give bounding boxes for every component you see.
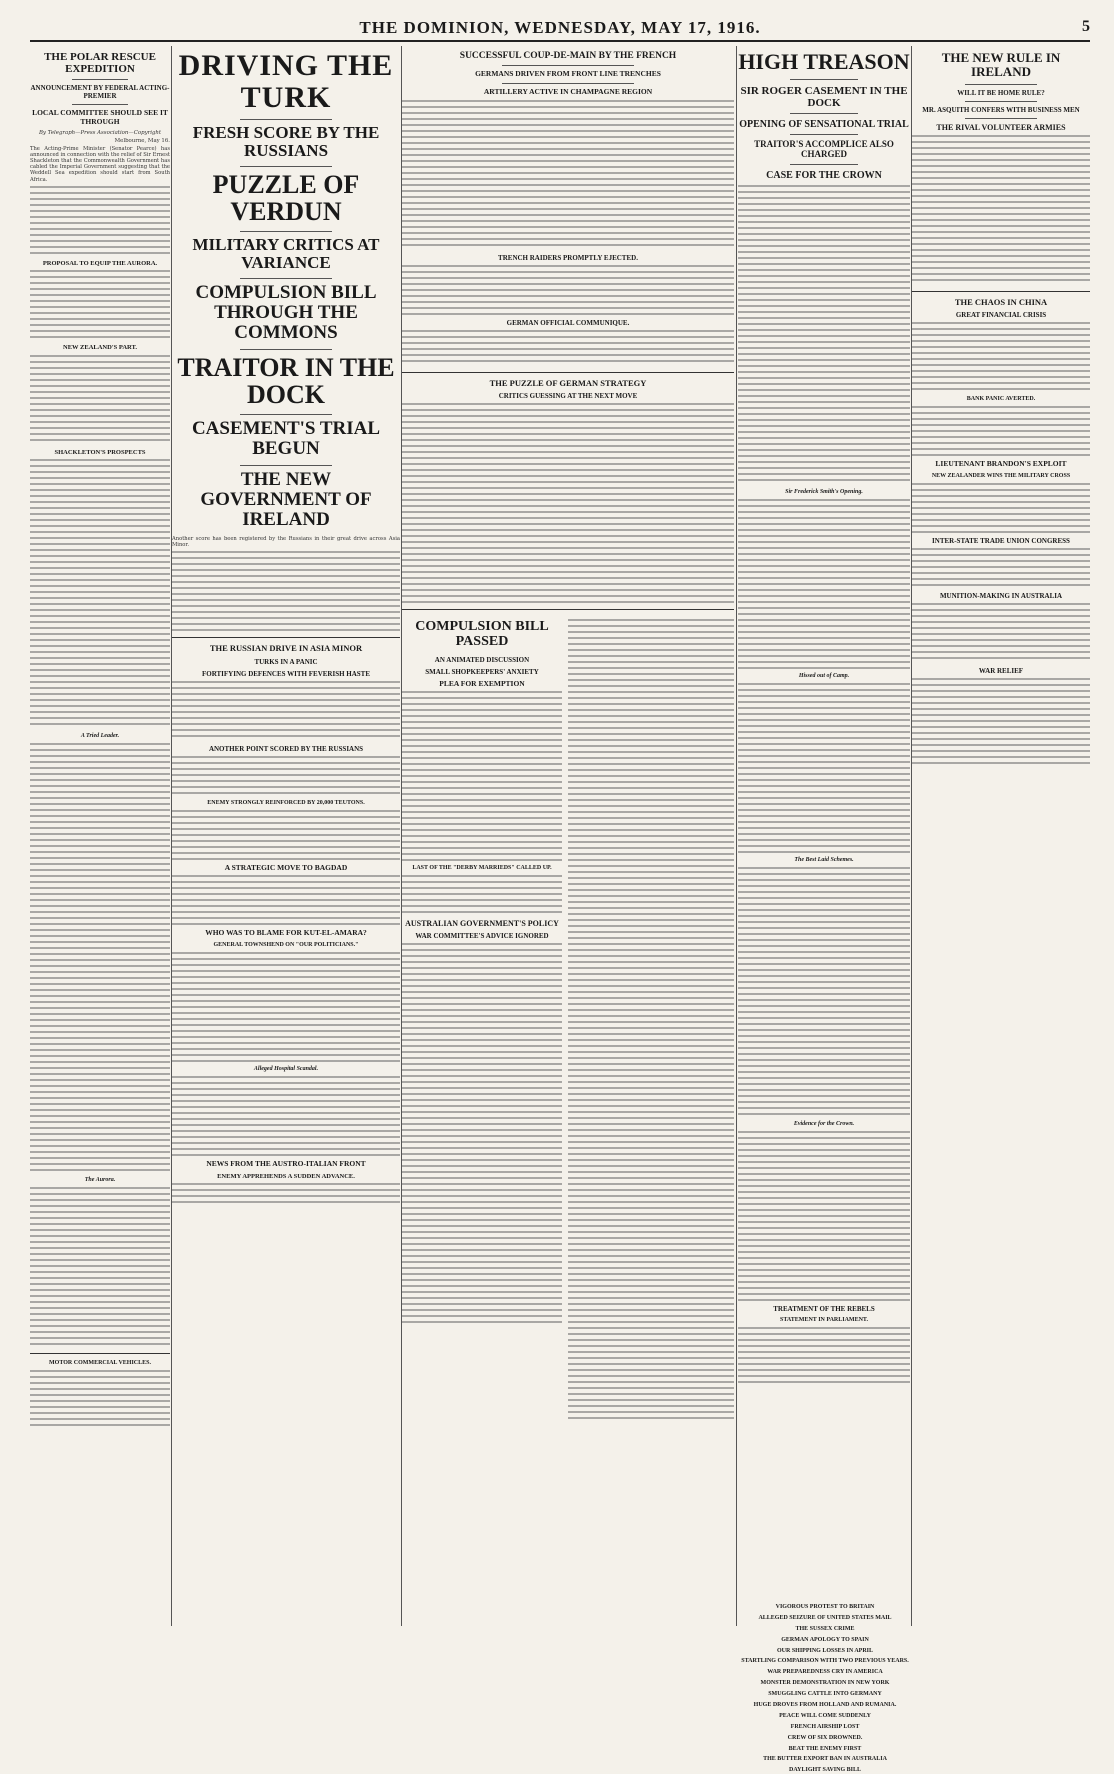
- section-heading: THE SUSSEX CRIME: [795, 1625, 855, 1632]
- newspaper-title: THE DOMINION, WEDNESDAY, MAY 17, 1916.: [359, 18, 761, 37]
- section-heading: THE CHAOS IN CHINA: [954, 296, 1048, 307]
- article-text-block: [738, 867, 910, 1117]
- page-number: 5: [1082, 18, 1090, 35]
- headline: THE POLAR RESCUE EXPEDITION: [44, 51, 156, 76]
- headline: PUZZLE OF VERDUN: [212, 169, 360, 226]
- article-text-block: [738, 499, 910, 669]
- section-heading: The Best Laid Schemes.: [794, 856, 854, 863]
- article-text-block: [738, 185, 910, 485]
- headline: THE NEW GOVERNMENT OF IRELAND: [200, 469, 372, 531]
- article-text-block: [738, 1131, 910, 1301]
- section-heading: NEW ZEALAND'S PART.: [63, 344, 137, 352]
- section-heading: INTER-STATE TRADE UNION CONGRESS: [932, 536, 1070, 545]
- article-text-block: [172, 681, 400, 741]
- section-heading: THE RUSSIAN DRIVE IN ASIA MINOR: [209, 643, 363, 654]
- article-text-block: [172, 1076, 400, 1156]
- headline: TRAITOR IN THE DOCK: [177, 352, 395, 410]
- section-heading: WAR RELIEF: [978, 666, 1024, 675]
- subheadline: WILL IT BE HOME RULE?: [957, 88, 1045, 97]
- subheadline: MR. ASQUITH CONFERS WITH BUSINESS MEN: [922, 105, 1080, 114]
- headline: CASEMENT'S TRIAL BEGUN: [191, 418, 381, 460]
- subheadline: OPENING OF SENSATIONAL TRIAL: [739, 119, 909, 131]
- section-heading: LIEUTENANT BRANDON'S EXPLOIT: [935, 459, 1067, 469]
- section-heading: Alleged Hospital Scandal.: [253, 1065, 319, 1072]
- section-heading: The Aurora.: [84, 1177, 116, 1184]
- headline: SUCCESSFUL COUP-DE-MAIN BY THE FRENCH: [459, 51, 677, 61]
- section-heading: LAST OF THE "DERBY MARRIEDS" CALLED UP.: [412, 865, 552, 872]
- section-heading: OUR SHIPPING LOSSES IN APRIL: [776, 1647, 874, 1654]
- section-heading: THE BUTTER EXPORT BAN IN AUSTRALIA: [763, 1756, 887, 1763]
- subheadline: ARTILLERY ACTIVE IN CHAMPAGNE REGION: [483, 87, 653, 97]
- article-text-block: [30, 459, 170, 729]
- article-text-block: [912, 603, 1090, 663]
- subheadline: THE RIVAL VOLUNTEER ARMIES: [936, 122, 1066, 132]
- article-text-block: [30, 186, 170, 256]
- subheadline: FORTIFYING DEFENCES WITH FEVERISH HASTE: [201, 669, 371, 678]
- subheadline: ANNOUNCEMENT BY FEDERAL ACTING-PREMIER: [30, 84, 170, 101]
- column-casement-trial: [738, 46, 910, 1626]
- article-text-block: [402, 265, 734, 315]
- section-heading: Evidence for the Crown.: [793, 1120, 855, 1127]
- article-text-block: [172, 952, 400, 1062]
- section-heading: MUNITION-MAKING IN AUSTRALIA: [939, 591, 1063, 600]
- article-text-block: [912, 548, 1090, 588]
- subheadline: SIR ROGER CASEMENT IN THE DOCK: [740, 85, 908, 110]
- section-heading: Sir Frederick Smith's Opening.: [785, 489, 863, 496]
- section-heading: TREATMENT OF THE REBELS: [773, 1304, 875, 1313]
- headline: COMPULSION BILL PASSED: [415, 619, 549, 649]
- section-heading: ANOTHER POINT SCORED BY THE RUSSIANS: [208, 744, 364, 753]
- article-text-block: [402, 691, 562, 861]
- section-heading: WAR PREPAREDNESS CRY IN AMERICA: [767, 1669, 883, 1676]
- column-rule: [736, 46, 737, 1626]
- subheadline: TURKS IN A PANIC: [254, 657, 318, 666]
- headline: COMPULSION BILL THROUGH THE COMMONS: [195, 281, 377, 343]
- subheadline: CASE FOR THE CROWN: [766, 170, 882, 182]
- subheadline: HUGE DROVES FROM HOLLAND AND RUMANIA.: [753, 1702, 897, 1709]
- section-heading: VIGOROUS PROTEST TO BRITAIN: [775, 1604, 875, 1610]
- subheadline: GERMAN APOLOGY TO SPAIN: [781, 1636, 869, 1643]
- column-western-front: [402, 46, 734, 1626]
- section-heading: WHO WAS TO BLAME FOR KUT-EL-AMARA?: [205, 928, 367, 938]
- section-heading: ENEMY STRONGLY REINFORCED BY 20,000 TEUTONS.: [207, 799, 365, 806]
- article-text-block: [402, 943, 562, 1323]
- headline: THE NEW RULE IN IRELAND: [941, 50, 1061, 80]
- section-heading: Hissed out of Camp.: [798, 672, 850, 679]
- subheadline: GERMANS DRIVEN FROM FRONT LINE TRENCHES: [475, 69, 661, 79]
- article-text-block: [912, 406, 1090, 456]
- article-text-block: [30, 743, 170, 1173]
- article-text-block: [738, 683, 910, 853]
- article-text-block: [172, 1183, 400, 1203]
- advert-heading: MOTOR COMMERCIAL VEHICLES.: [49, 1359, 151, 1366]
- dateline: Melbourne, May 16.: [114, 137, 170, 144]
- subheadline: CREW OF SIX DROWNED.: [787, 1734, 863, 1741]
- subheadline: WAR COMMITTEE'S ADVICE IGNORED: [415, 932, 549, 941]
- article-text-block: [402, 330, 734, 366]
- headline: MILITARY CRITICS AT VARIANCE: [192, 235, 380, 273]
- article-text-block: [30, 270, 170, 340]
- subheadline: GENERAL TOWNSHEND ON "OUR POLITICIANS.": [213, 942, 359, 949]
- masthead: [30, 18, 1090, 42]
- byline: By Telegraph—Press Association—Copyright: [38, 129, 162, 136]
- section-heading: DAYLIGHT SAVING BILL: [789, 1767, 861, 1774]
- article-text-block: [172, 551, 400, 631]
- col5-secondary-stories: [740, 1600, 910, 1774]
- subheadline: ENEMY APPREHENDS A SUDDEN ADVANCE.: [217, 1172, 355, 1180]
- article-text: The Acting-Prime Minister (Senator Pearce) has announced in connection with the relief of Sir Ernest Shackleton that the Commonwealth Government has cabled the Imperial Government suggesting that the Weddell Sea expedition should start from South Africa.: [30, 145, 170, 183]
- section-heading: SMUGGLING CATTLE INTO GERMANY: [768, 1691, 882, 1698]
- section-heading: A Tried Leader.: [80, 733, 120, 740]
- column-ireland-and-cables: [912, 46, 1090, 1626]
- article-text-block: [402, 403, 734, 603]
- section-heading: NEWS FROM THE AUSTRO-ITALIAN FRONT: [206, 1158, 366, 1168]
- article-text-block: [568, 619, 734, 1419]
- subheadline: GREAT FINANCIAL CRISIS: [955, 311, 1047, 320]
- section-heading: FRENCH AIRSHIP LOST: [790, 1723, 860, 1730]
- subheadline: AN ANIMATED DISCUSSION: [434, 655, 530, 664]
- article-text-block: [402, 100, 734, 250]
- advert-text-block: [30, 1370, 170, 1430]
- article-text-block: [738, 1327, 910, 1387]
- article-text: Another score has been registered by the Russians in their great drive across Asia Minor.: [172, 536, 400, 549]
- subheadline: CRITICS GUESSING AT THE NEXT MOVE: [498, 392, 638, 401]
- article-text-block: [30, 355, 170, 445]
- article-text-block: [912, 135, 1090, 285]
- anchor: [912, 1600, 1090, 1601]
- section-heading: THE PUZZLE OF GERMAN STRATEGY: [489, 377, 647, 388]
- article-text-block: [912, 678, 1090, 768]
- subheadline: STARTLING COMPARISON WITH TWO PREVIOUS YEARS.: [741, 1658, 909, 1665]
- section-heading: SHACKLETON'S PROSPECTS: [54, 448, 146, 456]
- subheadline: ALLEGED SEIZURE OF UNITED STATES MAIL: [758, 1614, 892, 1621]
- headline: DRIVING THE TURK: [178, 49, 394, 114]
- subheadline: TRAITOR'S ACCOMPLICE ALSO CHARGED: [754, 139, 894, 160]
- section-heading: BEAT THE ENEMY FIRST: [788, 1745, 862, 1752]
- section-heading: TRENCH RAIDERS PROMPTLY EJECTED.: [498, 253, 638, 262]
- subheadline: SMALL SHOPKEEPERS' ANXIETY: [425, 667, 539, 676]
- subheadline: PLEA FOR EXEMPTION: [439, 678, 525, 688]
- article-text-block: [912, 322, 1090, 392]
- headline: FRESH SCORE BY THE RUSSIANS: [192, 123, 380, 160]
- section-heading: BANK PANIC AVERTED.: [966, 396, 1036, 403]
- section-heading: A STRATEGIC MOVE TO BAGDAD: [224, 862, 348, 872]
- article-text-block: [402, 875, 562, 915]
- headline: HIGH TREASON: [738, 49, 910, 74]
- article-text-block: [912, 483, 1090, 533]
- article-text-block: [172, 756, 400, 796]
- column-war-summary: [172, 46, 400, 1626]
- subheadline: MONSTER DEMONSTRATION IN NEW YORK: [760, 1680, 890, 1687]
- section-heading: PROPOSAL TO EQUIP THE AURORA.: [42, 259, 158, 267]
- subheadline: LOCAL COMMITTEE SHOULD SEE IT THROUGH: [32, 108, 168, 126]
- section-heading: GERMAN OFFICIAL COMMUNIQUE.: [506, 318, 630, 327]
- article-text-block: [172, 875, 400, 925]
- article-text-block: [30, 1187, 170, 1347]
- subheadline: STATEMENT IN PARLIAMENT.: [780, 1316, 868, 1323]
- column-polar-rescue: [30, 46, 170, 1626]
- section-heading: AUSTRALIAN GOVERNMENT'S POLICY: [405, 919, 559, 929]
- article-text-block: [172, 810, 400, 860]
- section-heading: PEACE WILL COME SUDDENLY: [779, 1712, 871, 1719]
- subheadline: NEW ZEALANDER WINS THE MILITARY CROSS: [931, 472, 1071, 479]
- spacer: [740, 520, 741, 521]
